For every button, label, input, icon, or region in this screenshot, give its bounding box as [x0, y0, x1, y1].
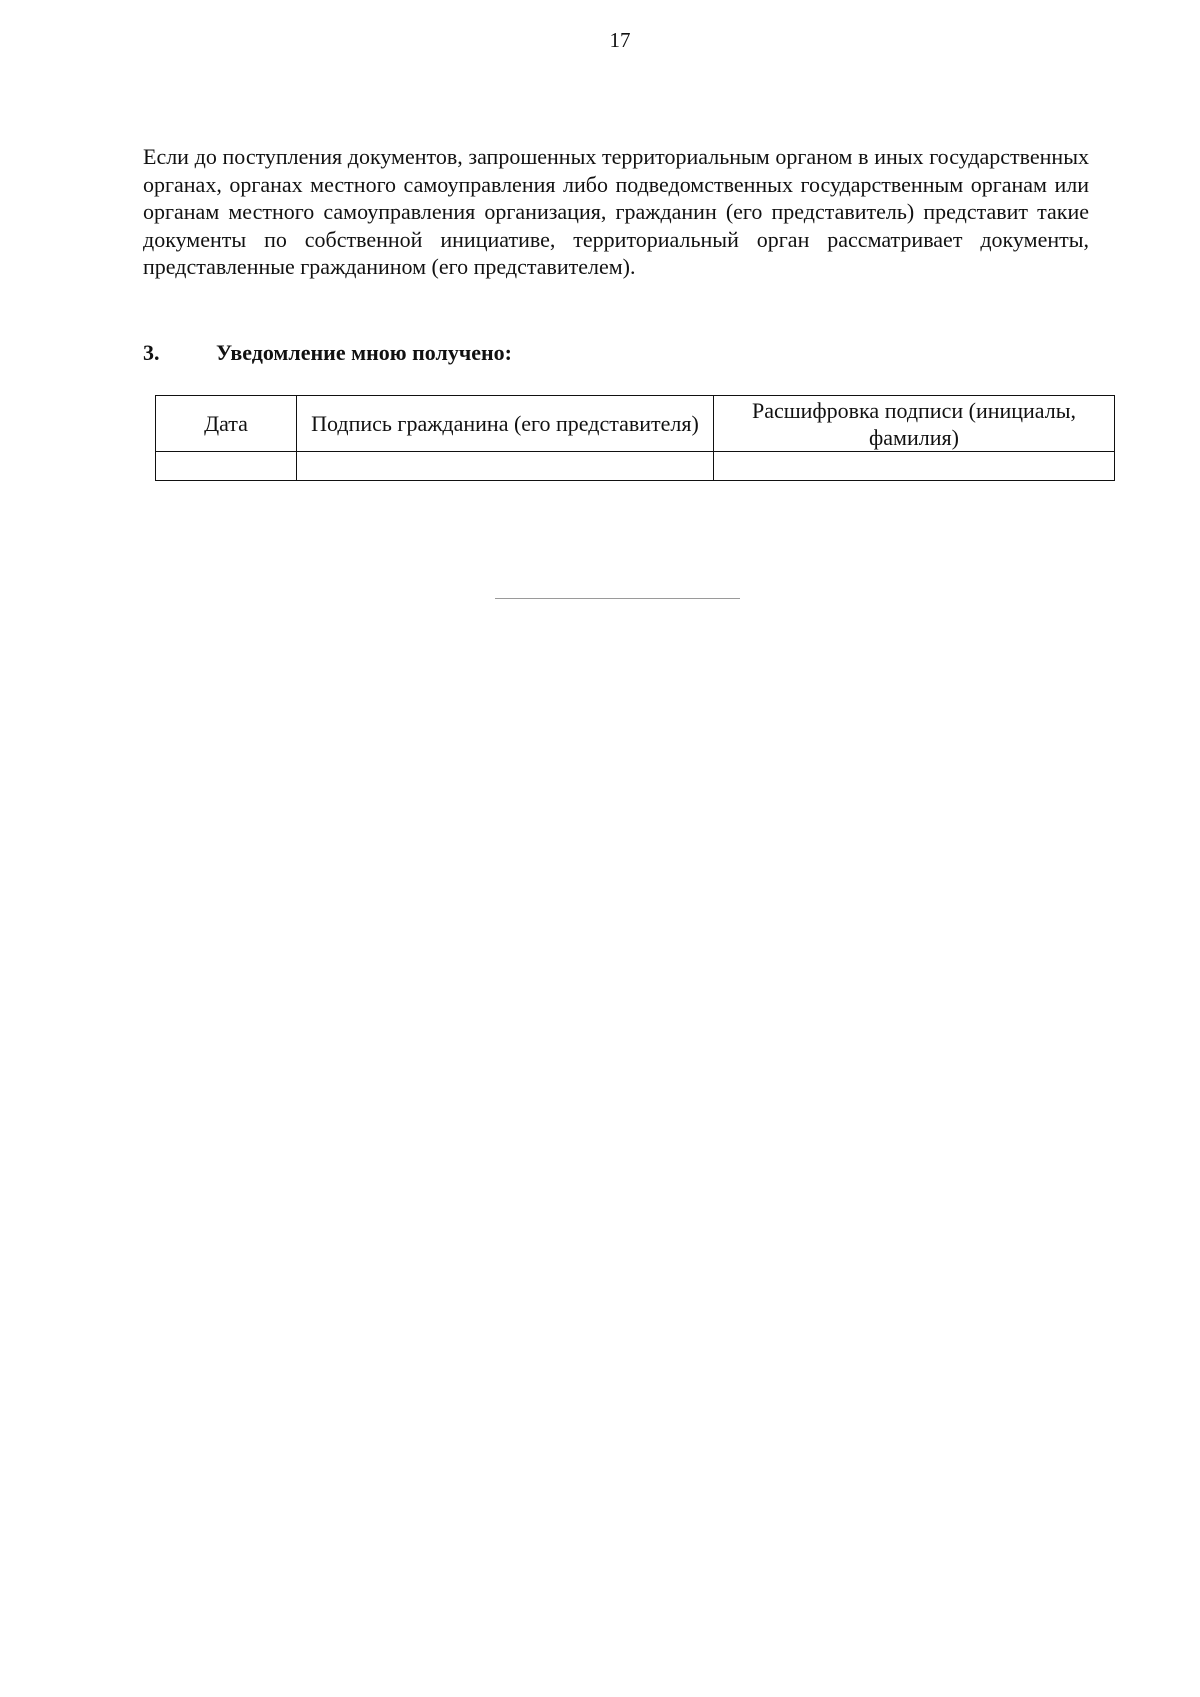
- receipt-table: [155, 395, 1115, 481]
- header-signature-decoding: Расшифровка подписи (инициалы, фамилия): [714, 396, 1115, 452]
- cell-signature: [297, 452, 714, 481]
- cell-signature-decoding: [714, 452, 1115, 481]
- end-divider: [495, 598, 740, 599]
- body-paragraph: Если до поступления документов, запрошенных территориальным органом в иных государственных органах, органах местного самоуправления либо подведомственных государственным органам или органам местного самоуправления организация, гражданин (его представитель) представит такие документы по собственной инициативе, территориальный орган рассматривает документы, представленные гражданином (его представителем).: [143, 144, 1089, 279]
- section-number: 3.: [143, 340, 160, 365]
- section-title: Уведомление мною получено:: [216, 340, 512, 365]
- page-number: 17: [609, 28, 631, 52]
- header-signature: Подпись гражданина (его представителя): [297, 396, 714, 452]
- header-date: Дата: [156, 396, 297, 452]
- cell-date: [156, 452, 297, 481]
- section-heading: [143, 340, 512, 366]
- table-row: [156, 452, 1115, 481]
- table-header-row: [156, 396, 1115, 452]
